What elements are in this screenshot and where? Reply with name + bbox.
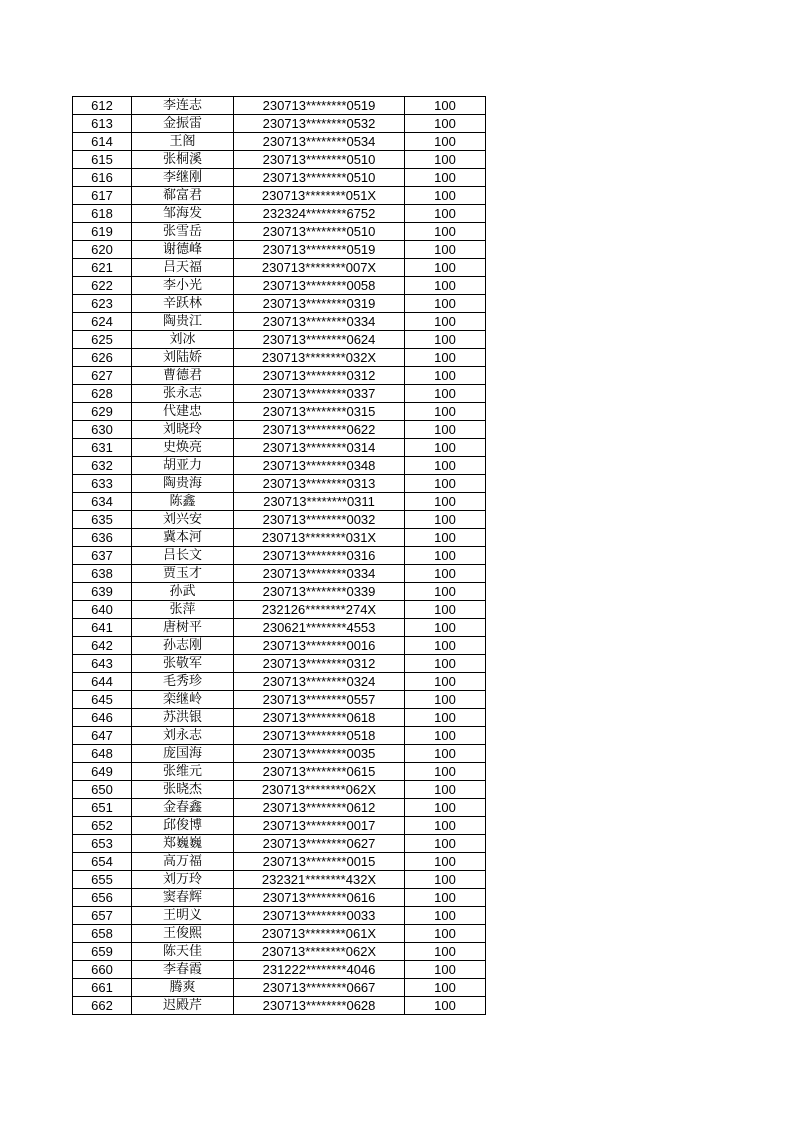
amount-cell: 100 [405,421,486,439]
row-number-cell: 620 [73,241,132,259]
name-cell: 张敬军 [132,655,234,673]
amount-cell: 100 [405,187,486,205]
id-number-cell: 230713********062X [234,781,405,799]
id-number-cell: 230713********0510 [234,223,405,241]
id-number-cell: 230713********0015 [234,853,405,871]
amount-cell: 100 [405,853,486,871]
amount-cell: 100 [405,241,486,259]
name-cell: 窦春辉 [132,889,234,907]
table-row [73,367,486,385]
id-number-cell: 230713********051X [234,187,405,205]
name-cell: 吕长文 [132,547,234,565]
amount-cell: 100 [405,169,486,187]
table-row [73,907,486,925]
row-number-cell: 640 [73,601,132,619]
row-number-cell: 625 [73,331,132,349]
amount-cell: 100 [405,709,486,727]
id-number-cell: 230713********0339 [234,583,405,601]
row-number-cell: 618 [73,205,132,223]
id-number-cell: 230713********0313 [234,475,405,493]
name-cell: 栾继岭 [132,691,234,709]
row-number-cell: 658 [73,925,132,943]
name-cell: 张永志 [132,385,234,403]
row-number-cell: 630 [73,421,132,439]
name-cell: 孙志刚 [132,637,234,655]
row-number-cell: 616 [73,169,132,187]
amount-cell: 100 [405,979,486,997]
row-number-cell: 649 [73,763,132,781]
name-cell: 陈天佳 [132,943,234,961]
id-number-cell: 230621********4553 [234,619,405,637]
row-number-cell: 621 [73,259,132,277]
row-number-cell: 651 [73,799,132,817]
row-number-cell: 634 [73,493,132,511]
table-row [73,385,486,403]
id-number-cell: 230713********0519 [234,97,405,115]
name-cell: 邹海发 [132,205,234,223]
row-number-cell: 659 [73,943,132,961]
id-number-cell: 230713********0622 [234,421,405,439]
amount-cell: 100 [405,763,486,781]
roster-table [72,96,486,1015]
name-cell: 邱俊博 [132,817,234,835]
name-cell: 刘陆娇 [132,349,234,367]
row-number-cell: 624 [73,313,132,331]
amount-cell: 100 [405,403,486,421]
id-number-cell: 230713********0618 [234,709,405,727]
id-number-cell: 230713********0314 [234,439,405,457]
row-number-cell: 628 [73,385,132,403]
row-number-cell: 636 [73,529,132,547]
name-cell: 迟殿芹 [132,997,234,1015]
table-row [73,961,486,979]
name-cell: 陈鑫 [132,493,234,511]
row-number-cell: 646 [73,709,132,727]
id-number-cell: 230713********0016 [234,637,405,655]
id-number-cell: 230713********0667 [234,979,405,997]
row-number-cell: 633 [73,475,132,493]
name-cell: 胡亚力 [132,457,234,475]
table-row [73,97,486,115]
id-number-cell: 230713********0532 [234,115,405,133]
id-number-cell: 230713********0518 [234,727,405,745]
amount-cell: 100 [405,493,486,511]
name-cell: 庞国海 [132,745,234,763]
row-number-cell: 652 [73,817,132,835]
amount-cell: 100 [405,331,486,349]
name-cell: 史焕亮 [132,439,234,457]
table-row [73,997,486,1015]
id-number-cell: 231222********4046 [234,961,405,979]
name-cell: 刘晓玲 [132,421,234,439]
name-cell: 冀本河 [132,529,234,547]
id-number-cell: 230713********0627 [234,835,405,853]
amount-cell: 100 [405,745,486,763]
name-cell: 李春霞 [132,961,234,979]
amount-cell: 100 [405,907,486,925]
table-row [73,619,486,637]
name-cell: 陶贵江 [132,313,234,331]
name-cell: 苏洪银 [132,709,234,727]
amount-cell: 100 [405,637,486,655]
name-cell: 张桐溪 [132,151,234,169]
name-cell: 刘兴安 [132,511,234,529]
name-cell: 代建忠 [132,403,234,421]
id-number-cell: 230713********0312 [234,655,405,673]
row-number-cell: 642 [73,637,132,655]
table-row [73,979,486,997]
table-row [73,277,486,295]
name-cell: 孙武 [132,583,234,601]
id-number-cell: 230713********0628 [234,997,405,1015]
amount-cell: 100 [405,457,486,475]
amount-cell: 100 [405,511,486,529]
amount-cell: 100 [405,97,486,115]
row-number-cell: 629 [73,403,132,421]
name-cell: 刘冰 [132,331,234,349]
amount-cell: 100 [405,673,486,691]
table-row [73,655,486,673]
amount-cell: 100 [405,529,486,547]
row-number-cell: 614 [73,133,132,151]
id-number-cell: 230713********0035 [234,745,405,763]
name-cell: 郑巍巍 [132,835,234,853]
amount-cell: 100 [405,115,486,133]
name-cell: 吕天福 [132,259,234,277]
name-cell: 张晓杰 [132,781,234,799]
name-cell: 刘永志 [132,727,234,745]
amount-cell: 100 [405,349,486,367]
table-row [73,817,486,835]
row-number-cell: 653 [73,835,132,853]
table-row [73,151,486,169]
amount-cell: 100 [405,133,486,151]
table-row [73,241,486,259]
id-number-cell: 230713********0624 [234,331,405,349]
roster-table-body [73,97,486,1015]
amount-cell: 100 [405,835,486,853]
name-cell: 郗富君 [132,187,234,205]
amount-cell: 100 [405,961,486,979]
amount-cell: 100 [405,385,486,403]
amount-cell: 100 [405,547,486,565]
table-row [73,889,486,907]
table-row [73,205,486,223]
table-row [73,349,486,367]
table-row [73,835,486,853]
table-row [73,691,486,709]
amount-cell: 100 [405,313,486,331]
id-number-cell: 230713********0315 [234,403,405,421]
id-number-cell: 230713********0510 [234,151,405,169]
id-number-cell: 230713********0311 [234,493,405,511]
table-row [73,475,486,493]
table-row [73,709,486,727]
amount-cell: 100 [405,943,486,961]
row-number-cell: 635 [73,511,132,529]
row-number-cell: 639 [73,583,132,601]
table-row [73,295,486,313]
id-number-cell: 230713********0324 [234,673,405,691]
row-number-cell: 655 [73,871,132,889]
row-number-cell: 656 [73,889,132,907]
id-number-cell: 230713********007X [234,259,405,277]
amount-cell: 100 [405,619,486,637]
row-number-cell: 615 [73,151,132,169]
id-number-cell: 230713********0017 [234,817,405,835]
table-row [73,223,486,241]
amount-cell: 100 [405,925,486,943]
name-cell: 金振雷 [132,115,234,133]
table-row [73,565,486,583]
table-row [73,421,486,439]
row-number-cell: 622 [73,277,132,295]
amount-cell: 100 [405,601,486,619]
amount-cell: 100 [405,889,486,907]
table-row [73,313,486,331]
name-cell: 腾爽 [132,979,234,997]
amount-cell: 100 [405,655,486,673]
amount-cell: 100 [405,583,486,601]
name-cell: 贾玉才 [132,565,234,583]
id-number-cell: 230713********0316 [234,547,405,565]
amount-cell: 100 [405,151,486,169]
name-cell: 陶贵海 [132,475,234,493]
name-cell: 辛跃林 [132,295,234,313]
id-number-cell: 230713********0312 [234,367,405,385]
row-number-cell: 661 [73,979,132,997]
amount-cell: 100 [405,205,486,223]
row-number-cell: 623 [73,295,132,313]
row-number-cell: 632 [73,457,132,475]
id-number-cell: 230713********062X [234,943,405,961]
amount-cell: 100 [405,295,486,313]
id-number-cell: 232321********432X [234,871,405,889]
row-number-cell: 627 [73,367,132,385]
amount-cell: 100 [405,817,486,835]
table-row [73,547,486,565]
table-row [73,925,486,943]
table-row [73,187,486,205]
table-row [73,799,486,817]
amount-cell: 100 [405,691,486,709]
table-row [73,511,486,529]
id-number-cell: 230713********0557 [234,691,405,709]
row-number-cell: 644 [73,673,132,691]
id-number-cell: 230713********0334 [234,313,405,331]
row-number-cell: 645 [73,691,132,709]
id-number-cell: 230713********0334 [234,565,405,583]
id-number-cell: 230713********0032 [234,511,405,529]
table-row [73,637,486,655]
row-number-cell: 654 [73,853,132,871]
table-row [73,169,486,187]
table-row [73,763,486,781]
row-number-cell: 617 [73,187,132,205]
table-row [73,403,486,421]
row-number-cell: 619 [73,223,132,241]
id-number-cell: 232324********6752 [234,205,405,223]
amount-cell: 100 [405,997,486,1015]
name-cell: 李继刚 [132,169,234,187]
id-number-cell: 230713********031X [234,529,405,547]
table-row [73,115,486,133]
name-cell: 刘万玲 [132,871,234,889]
table-row [73,583,486,601]
name-cell: 曹德君 [132,367,234,385]
id-number-cell: 230713********061X [234,925,405,943]
table-row [73,493,486,511]
id-number-cell: 230713********0616 [234,889,405,907]
id-number-cell: 232126********274X [234,601,405,619]
table-row [73,853,486,871]
row-number-cell: 662 [73,997,132,1015]
id-number-cell: 230713********0612 [234,799,405,817]
id-number-cell: 230713********0058 [234,277,405,295]
name-cell: 王俊熙 [132,925,234,943]
row-number-cell: 613 [73,115,132,133]
amount-cell: 100 [405,223,486,241]
name-cell: 张雪岳 [132,223,234,241]
amount-cell: 100 [405,871,486,889]
table-row [73,871,486,889]
id-number-cell: 230713********0615 [234,763,405,781]
id-number-cell: 230713********0348 [234,457,405,475]
amount-cell: 100 [405,727,486,745]
row-number-cell: 641 [73,619,132,637]
name-cell: 李连志 [132,97,234,115]
name-cell: 唐树平 [132,619,234,637]
name-cell: 王明义 [132,907,234,925]
row-number-cell: 647 [73,727,132,745]
row-number-cell: 660 [73,961,132,979]
amount-cell: 100 [405,475,486,493]
table-row [73,673,486,691]
id-number-cell: 230713********0519 [234,241,405,259]
table-row [73,781,486,799]
table-row [73,331,486,349]
row-number-cell: 648 [73,745,132,763]
row-number-cell: 612 [73,97,132,115]
amount-cell: 100 [405,565,486,583]
amount-cell: 100 [405,259,486,277]
name-cell: 王阁 [132,133,234,151]
row-number-cell: 643 [73,655,132,673]
row-number-cell: 657 [73,907,132,925]
id-number-cell: 230713********0510 [234,169,405,187]
amount-cell: 100 [405,439,486,457]
table-row [73,601,486,619]
table-row [73,529,486,547]
amount-cell: 100 [405,277,486,295]
table-row [73,745,486,763]
row-number-cell: 626 [73,349,132,367]
amount-cell: 100 [405,799,486,817]
id-number-cell: 230713********0319 [234,295,405,313]
id-number-cell: 230713********0033 [234,907,405,925]
table-row [73,133,486,151]
amount-cell: 100 [405,367,486,385]
table-row [73,457,486,475]
name-cell: 张维元 [132,763,234,781]
id-number-cell: 230713********032X [234,349,405,367]
row-number-cell: 638 [73,565,132,583]
row-number-cell: 637 [73,547,132,565]
name-cell: 金春鑫 [132,799,234,817]
name-cell: 谢德峰 [132,241,234,259]
row-number-cell: 631 [73,439,132,457]
name-cell: 毛秀珍 [132,673,234,691]
id-number-cell: 230713********0337 [234,385,405,403]
id-number-cell: 230713********0534 [234,133,405,151]
name-cell: 张萍 [132,601,234,619]
name-cell: 李小光 [132,277,234,295]
amount-cell: 100 [405,781,486,799]
name-cell: 高万福 [132,853,234,871]
table-row [73,259,486,277]
row-number-cell: 650 [73,781,132,799]
table-row [73,943,486,961]
table-row [73,727,486,745]
table-row [73,439,486,457]
